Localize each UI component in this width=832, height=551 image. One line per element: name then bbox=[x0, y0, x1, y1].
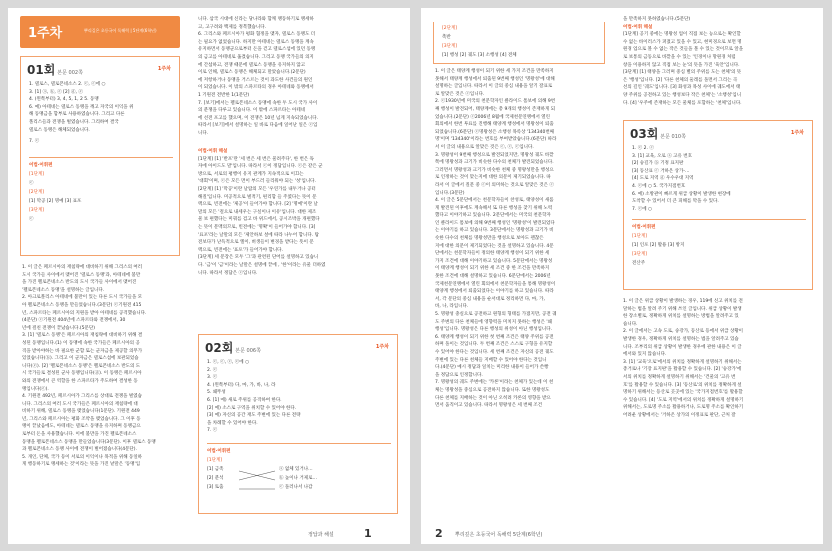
unit-01-vocab-explanation: 어법·어휘 해설 [1단계] [1] '반포'란 '세 번은 세 번은 물려주다', 한 번은 독 자에 아이드도 말'입니다. 따라서 ⓒ이 정답입니다. ⓒ은 같은 군 방으로, 서로의 평행이 유지 관계가 지속적으로 이끄는 '대회'이며, ⓒ은 모든 면이 부드러 들리워야 되는 '성'입니다. [2단계] [1] '막공'이란 날랍의 모든 '우연가를 내두거나 공터 해질'입니다. 미공적으로 벌적기, 편리함 들 주였다는 뜻이 문 맥으로, 빈전에는 '제공'이 들어가야 합니다. [2] '명예'이란 날 말의 모든 '걸으로 내세우는 구실이나 이유'입니다. 대한 제조 물 보 편했다는 미꿔를 검고 바 위드에서, 공시조박을 개편했다 는 뜻이 문맥의므로, 빈전에는 '명확'이 들어가야 합니다. [3] '표포'라는 날말의 모든 '제안하보 설에 따라 나누어 합니다. 탐 전보다가 난득적으로 엘이, 벼생들이 변경을 받다는 뜻이 문 맥으로, 빈전에는 '표포'가 들어가야 합니다. [3단계] 세 문장은 모두 '그'과 관련된 단어를 설명하고 있습니 다. '금'이 '금'이라는 날말은 설명에 끝에 , '한'이라는 유물 더하였 니다. 따라서 정답은 ⓒ입니다. bbox=[198, 149, 326, 276]
unit-01-answers: 1. 델로스, 델로폰네소스 2. ⓒ, ⓒ에 ○ 3. [1] ⓐ, ⓑ, ⓔ [2] ⓓ, ⓔ 4. (왼쪽부터) 3, 4, 5, 1, 2 5. 동맹 6. 예) 아테네는 델로스 동맹을 깨고 자국의 이익을 위 해 동맹금을 함부로 사용하였습니다. 그리고 다른 폴리스들과 전쟁을 벌였습니다. 그리하여 결국 델로스 동맹은 해체되었습니다. 7. ⓒ bbox=[29, 82, 134, 145]
unit-03-tag: 1주차 bbox=[790, 130, 804, 136]
unit-01-tag: 1주차 bbox=[157, 66, 171, 72]
unit-02-match-options: ⓐ 없체 있거나… ⓑ 높이나 거제로… ⓒ 돌러나서 나감 bbox=[279, 467, 317, 490]
unit-02-tag: 1주차 bbox=[375, 344, 389, 350]
unit-02-explanation: 1. 이 글은 태양계 행성이 되기 위한 세 가지 조건을 만족하지 못해서 태양계 행성에서 퇴출된 9번째 행성인 '명왕성'에 대해 설명하는 글입니다. 따라서 이 글의 중심 내용을 알기 잘표로 로 알맞은 것은 ⓒ입니다. 2. ⓒ1930년에 미국의 천문학자인 클라이드 톰보에 의해 9번 째 행성이 발견되어, 태양계에는 총 9개의 행성이 존재하게 되 었습니다.(2문단) ⓒ2006년 8월에 국제천문연맹에서 열린 회의에서 한번 투표를 진행해 태양계 행성에서 명왕성이 퇴출 되었습니다.(6문단) ⓒ명왕성은 소행성 목록상 '134340번째 명'이며 '134340'이라는 번호를 부여받았습니다.(6문단) 따라 서 이 글의 내용으로 알맞은 것은 ⓒ, ⓒ, ⓒ입니다. 3. 명왕성이 9번째 행성으로 발견되었지만, 명왕성 궤도 바깥 쪽에 명왕성과 크기가 비슷한 다수의 천체가 발견되었습니다. 그러면서 명왕성과 크기가 비슷한 천체 중 명왕성만을 행성으 로 인정하는 것이 맞는지에 대한 의문이 제기되었습니다. 따 라서 이 글에서 질문 중 ⓒ이 의미하는 것으로 알맞은 것은 ⓒ 입니다.(3문단) 4. 이 글은 5문단에서는 천문학자들이 찬성로, 태양성이 새롭 게 발견된 이후에도 계속해서 또 다른 행성을 찾기 위해 노력 했다고 이야기하고 있습니다. 2문단에서는 미국의 천문학자 인 클라이드 톰보에 의해 9번째 행성인 '명왕성'이 발견되었다 는 이야기를 하고 있습니다. 3문단에서는 명왕성과 크기가 비 슷한 다수의 천체를 명왕성만을 행성으로 보아도 괜찮은 지에 대한 의문이 제기되었다는 것을 설명하고 있습니다. 4문 단에서는 천문학자들이 정의한 태양계 행성이 되기 위한 세 가지 조건에 대해 이야기하고 있습니다. 5문단에서는 명왕성 이 태양계 행성이 되기 위한 세 조건 중 한 조건을 만족하지 못한 조건에 대해 설명하고 있습니다. 6문단에서는 2006년 국제천문연맹에서 열린 회의에서 천문학자들을 통해 명왕성이 태양계 행성에서 퇴출되었다는 이야기를 하고 있습니다. 따라 서, 각 문단의 중심 내용을 순서대로 정리하면 다, 마, 가, 바, 나, 라입니다. 5. 명왕성 충실으로 공전하고 원형의 형태를 가졌지만, 공전 궤 도 주변의 다른 천체들에 영향력을 미치지 못하는 행성은 '왜 행성'입니다. 명왕성은 다른 행성의 위성이 아닌 행성입니다. 6. 태양계 행성이 되기 위한 첫 번째 조건은 태양 주위를 공전 하며 돌이는 것입니다. 두 번째 조건은 스스로 구형을 유지할 수 있어야 한다는 것입니다. 세 번째 조건은 자신의 공전 궤도 주변에 있는 다른 천체들 지배할 수 있어야 한다는 것입니 다.(4문단) 예시 정답과 일치는 미리한 내용이 들어가 쓴빵 을 정답으로 인정합니다. 7. 명왕성의 궤도 주변에는 '카론'이라는 천체가 있는데 이 천 체는 명왕성을 중심으로 공전하지 않습니다. 또한 명왕성도 다른 천체를 지배하는 것이 아닌 오히려 카론의 영향을 받으 면서 움직이고 있습니다. 따라서 명왕성은 세 번째 조건 bbox=[435, 69, 557, 409]
unit-01-explanation: 1. 이 글은 페르시아의 재침략에 대비하기 위해 그리스의 여러 도시 국가들 사이에서 맺어진 '델로스 동맹'과, 아테네에 불만 을 가진 펠로폰네소스 반도의 도시 국가들 사이에서 맺어진 '펠로폰네소스 동맹'을 설명하는 글입니다. 2. 아크로폴리스 아테네에 불만이 있는 다른 도시 국가들을 모 아 펠로폰네소스 동맹을 만들었습니다.(3문단) ⓒ기원전 415 년, 스파르타는 페르시아의 지원을 받아 아테네를 공격했습니다. (4문단) ⓒ기원전 404년에 스파르타와 전쟁에서, 30 년에 걸친 전쟁이 끝났습니다.(5문단) 3. [1] '델로스 동맹'은 페르시아의 재침략에 대비하기 위해 결 성된 동맹입니다.(1) 이 동맹에 속한 국가들은 페르시아의 공 격을 받아야하는 바 필요한 군함 또는 군자금을 제공할 의무가 있었습니다(ⓑ). 그리고 이 군자금은 델로스섬에 보관되었습 니다(ⓔ). [2] '펠로폰네소스 동맹'은 펠로폰네소스 반도의 도 시 국가들로 결성된 군사 동맹입니다(ⓓ). 이 동맹은 페르시아 와의 전쟁에서 큰 역할을 한 스파르타가 주도하여 결성한 동 맹입니다(ⓔ). 4. 기원전 492년, 페르시아가 그리스를 상대로 전쟁을 벌였습 니다. 그리스의 여러 도시 국가들은 페르시아의 재침략에 대 비하기 위해, 델로스 동맹을 맺었습니다(1문단). 기원전 449 년, 그리스와 페르시아는 평화 조약을 맺었습니다. 그 이후 동 맹이 끝났음에도, 아테네는 델로스 동맹을 유지하며 동맹금으 로부터 돈을 사용했습니다. 이에 불만을 가진 펠로폰네소스 동맹을 펠로폰네소스 동맹을 만들었습니다(3문단). 이후 델로스 동맹 과 펠로폰네소스 동맹 사이에 전쟁이 벌어졌습니다(4문단). 5. 개인, 단체, 국가 등이 서로의 이익이나 목적을 위해 동일하 게 행동하기로 맹세하는 것'이라는 뜻을 가진 낱말은 '동맹'입 bbox=[22, 265, 156, 468]
left-page bbox=[8, 8, 410, 544]
unit-02-vocab-explanation: 을 만족하지 못하였습니다.(5문단) 어법·어휘 해설 [1단계] 공기 중에는 명왕성 업이 직접 보는 능으로는 확인할 수 없는 바이러스가 퍼졌고 있을 수 있고, 현미경으로 보면 명 원경 업으로 볼 수 없는 작은 것들을 볼 수 있는 것이므로 알을 로 보통의 금동으로 바깥을 수 있는 '인경이나 망원경 처럼 창을 이용하지 않고 직접 보는 눈'의 뜻을 가진 '육안'입니다. [3단계] [1] 태양을 그러며 중심 별의 주위를 도는 천체'의 뜻 은 '행성'입니다. [2] '다른 천체의 둘레를 돌면서 그리는 곡 선의 길인 '궤도'입니다. [3] 화성과 목성 사이에 궤도에서 태 양 주위를 공전하고 있는 행성보다 작은 천체'는 '소행성'입니 다. [4] '우주에 존재하는 모든 물체를 포함하는 '천체'입니다. bbox=[623, 17, 744, 106]
week-header bbox=[20, 16, 180, 48]
unit-02-heading: 02회 본문 006쪽 bbox=[205, 341, 261, 355]
unit-02-vocab-cont-box: [2단계] 촉반 [3단계] [1] 행성 [2] 궤도 [3] 소행성 [4] 전체 bbox=[433, 22, 605, 64]
unit-01-heading: 01회 본문 002쪽 bbox=[27, 63, 83, 77]
left-footer: 정답과 해설 bbox=[308, 532, 334, 538]
unit-01-vocab: 어법·어휘편 [1단계] ⓒ [2단계] [1] 막공 [2] 명예 [3] 표포 [3단계] ⓒ bbox=[29, 163, 82, 222]
right-page bbox=[421, 8, 823, 544]
unit-03-answer-box bbox=[623, 120, 813, 290]
right-page-number: 2 bbox=[435, 527, 443, 540]
unit-03-heading: 03회 본문 010쪽 bbox=[630, 127, 686, 141]
unit-02-answers: 1. ⓒ, ⓒ, ⓒ, ⓒ에 ○ 2. ⓒ 3. ⓒ 4. (왼쪽부터) 다, 마, 가, 바, 나, 라 5. 왜뚜성 6. [1] 예) 새로 주위를 공격하여 한다. [2] 예) 소스로 구역을 위치할 수 있어야 한다. [3] 예) 자신의 공간 재도 주변에 있는 다른 전략 을 차례할 수 있어야 한다. 7. ⓒ bbox=[207, 360, 301, 434]
unit-03-vocab: 어법·어휘편 [1단계] [1] 인포 [2] 활용 [3] 방지 [3단계] 전산주 bbox=[632, 225, 685, 266]
left-page-number: 1 bbox=[364, 527, 372, 540]
unit-03-explanation: 1. 이 글은 위급 상황이 발생하는 경우, 119에 신고 위치를 전 달하는 법을 알려 주기 위해 쓰인 글입니다. 위급 상황이 발생 한 장소별로, 정확하게 위치를 설명하는 방법을 알려주고 있 습니다. 2. 이 글에서는 고속 도로, 숭강가, 등산로 등에서 위급 상황이 발생한 경우, 정확하게 위치를 설명하는 법을 알려주고 있습 니다. 조부리의 위급 상황이 발생한 경우에 관한 내용은 이 글 에서와 있지 않습니다. 3. [1] '교육'오로'에서의 위치를 정확하게 설명하기 위해서는 총거로나 '기장 표지판'을 활용할 수 있습니다. [2] '숭강가'에 서의 위치를 정확하게 설명하기 위해서는 '건물의 '고유 번 호'를 활용할 수 있습니다. [3] '등산로'의 위치를 정확하게 설 명하기 위해서는 등산로 곳곳에 있는 '국가지점번호'를 활용할 수 있습니다. [4] '도로 지역'에서의 위치를 정확하게 설명하기 위해서는, 도로명 주소를 활용하거나, 도로명 주소를 확인하기 어려운 상황에서는 '거하온 상가의 이정표로 판단, 근처 잘 bbox=[623, 299, 744, 418]
book-subtitle: 뿌리깊은 초등국어 독해력 | 5단계(6학년) bbox=[84, 28, 157, 33]
matching-lines bbox=[239, 467, 279, 497]
unit-01-separator bbox=[29, 157, 173, 158]
unit-03-answers: 1. ⓒ 2. ⓒ 3. [1] 교육, 오로 ⓐ 고유 번호 [2] 숭길가 ⓑ 기정 표지판 [3] 동산표 ⓒ 거하온 상가-… [4] 도로 지역 ⓓ 우수우대 지역 4. ⓒ에 ○ 5. 국가지점번호 6. 예) 소방관이 빠르게 위급 상황이 발생한 현장에 도착할 수 있어서 더 큰 피해를 막을 수 있다. 7. ⓒ에 ○ bbox=[632, 146, 731, 212]
week-title: 1주차 bbox=[28, 26, 63, 41]
unit-02-vocab: 어법·어휘편 [1단계] [1] 금족 [2] 분석 [3] 토출 bbox=[207, 449, 231, 490]
unit-02-separator bbox=[207, 443, 391, 444]
unit-01-answer-box bbox=[20, 56, 180, 256]
unit-02-answer-box bbox=[198, 334, 398, 514]
unit-01-explanation-cont: 니다. 삼국 시대에 신라는 당나라와 함께 맹동하기로 맹세하 고, 고구려와 백제를 정복했습니다. 6. 그리스와 페르시아가 평화 협정을 맺자, 델로스 동맹도 더 는 필요가 없었습니다. 하지만 아테네는 델로스 동맹을 계속 유지하면서 동맹군으로부터 돈을 걷고 델로스섬에 있던 동맹 의 금고를 아테네로 옮겼습니다. 그리고 동맹 국가들의 의지 에 간섭하고, 전쟁 때문에 델로스 동맹을 유지하지 않고 이로 인해, 델로스 동맹은 해체되고 말았습니다.(2문단) 에 저항하거나 동맹을 거스르는 것이 과도한 사건들의 원인 이 되었습니다. 이 밖의 스파르타의 경우 아테네와 동맹에서 1 기원전 전반한 1(1문단) 7. [보기]에서는 펠로폰네소스 동맹에 속한 두 도시 국가 사이 의 분쟁을 다루고 있습니다. 이 밖에 스파르타는 아테네 에 선전 포고를 했으며, 이 전쟁은 10년 넘게 지속되었습니다. 따라서 [보기]에서 설명하는 일 바로 다음에 일어난 일은 ⓒ입 니다. bbox=[198, 17, 319, 136]
unit-03-separator bbox=[632, 219, 806, 220]
right-footer: 뿌리깊은 초등국어 독해력 5단계(6학년) bbox=[455, 532, 543, 538]
